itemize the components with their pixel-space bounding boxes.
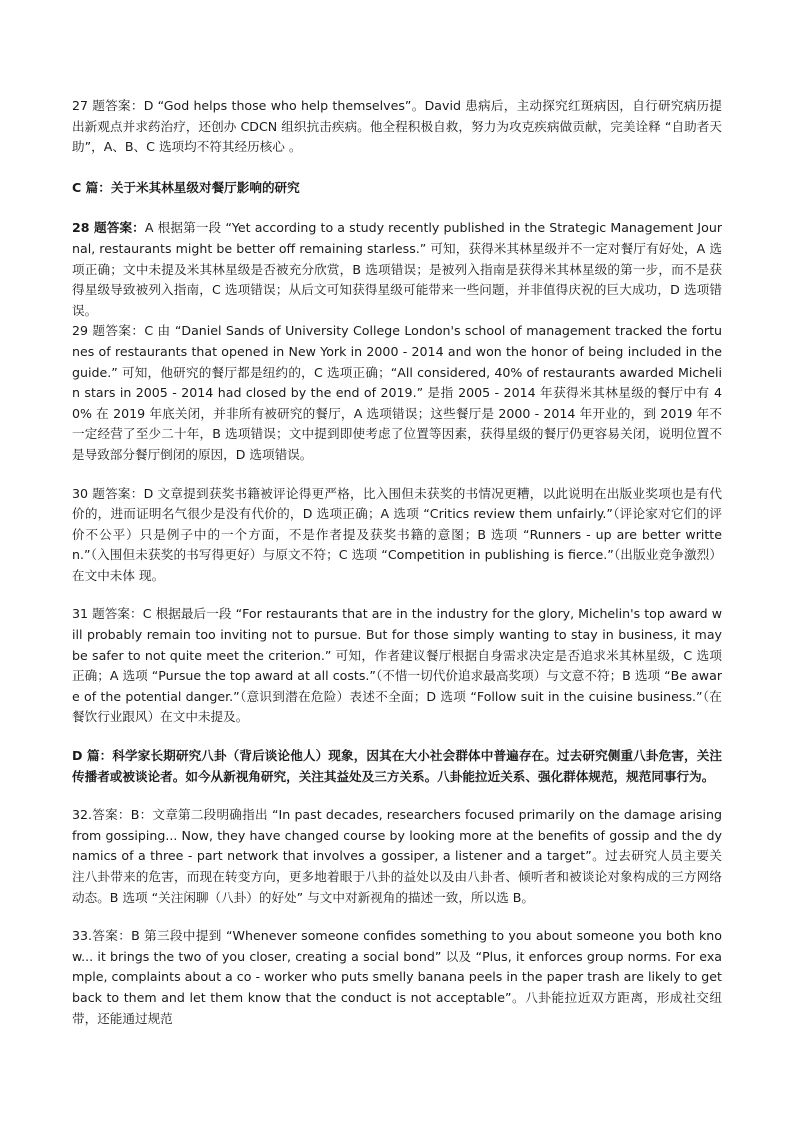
q30-answer-paragraph: 30 题答案：D 文章提到获奖书籍被评论得更严格，比入围但未获奖的书情况更糟，以此说明在出版业奖项也是有代价的，进而证明名气很少是没有代价的，D 选项正确；A 选项 “Critics review them unfairly.”（评论家对它们的评价不公平）只是例子中的一个方面，不是作者提及获奖书籍的意图；B 选项 “Runners - up are better written.”（入围但未获奖的书写得更好）与原文不符；C 选项 “Competition in publishing is fierce.”（出版业竞争激烈）在文中未体 现。 <box>72 485 722 583</box>
q28-answer-body: A 根据第一段 “Yet according to a study recently published in the Strategic Management Journal, restaurants might be better off remaining starless.” 可知，获得米其林星级并不一定对餐厅有好处，A 选项正确；文中未提及米其林星级是否被充分欣赏，B 选项错误；是被列入指南是获得米其林星级的第一步，而不是获得星级导致被列入指南，C 选项错误；从后文可知获得星级可能带来一些问题，并非值得庆祝的巨大成功，D 选项错误。 <box>72 220 722 318</box>
q32-answer-paragraph: 32.答案：B：文章第二段明确指出 “In past decades, researchers focused primarily on the damage arising from gossiping... Now, they have changed course by looking more at the benefits of gossip and the dynamics of a three - part network that involves a gossiper, a listener and a target”。过去研究人员主要关注八卦带来的危害，而现在转变方向，更多地着眼于八卦的益处以及由八卦者、倾听者和被谈论对象构成的三方网络动态。B 选项 “关注闲聊（八卦）的好处” 与文中对新视角的描述一致，所以选 B。 <box>72 807 722 905</box>
q28-answer-lead: 28 题答案： <box>72 220 145 236</box>
q31-answer-paragraph: 31 题答案：C 根据最后一段 “For restaurants that are in the industry for the glory, Michelin's top award will probably remain too inviting not to pursue. But for those simply wanting to stay in business, it may be safer to not quite meet the criterion.” 可知，作者建议餐厅根据自身需求决定是否追求米其林星级，C 选项正确；A 选项 “Pursue the top award at all costs.”（不惜一切代价追求最高奖项）与文意不符；B 选项 “Be aware of the potential danger.”（意识到潜在危险）表述不全面；D 选项 “Follow suit in the cuisine business.”（在餐饮行业跟风）在文中未提及。 <box>72 606 722 725</box>
section-d-heading: D 篇：科学家长期研究八卦（背后谈论他人）现象，因其在大小社会群体中普遍存在。过去研究侧重八卦危害，关注传播者或被谈论者。如今从新视角研究，关注其益处及三方关系。八卦能拉近关系、强化群体规范，规范同事行为。 <box>72 748 722 784</box>
q28-answer-paragraph <box>72 218 722 321</box>
section-c-heading: C 篇：关于米其林星级对餐厅影响的研究 <box>72 179 300 195</box>
q33-answer-paragraph: 33.答案：B 第三段中提到 “Whenever someone confides something to you about someone you both know... it brings the two of you closer, creating a social bond” 以及 “Plus, it enforces group norms. For example, complaints about a co - worker who puts smelly banana peels in the paper trash are likely to get back to them and let them know that the conduct is not acceptable”。八卦能拉近双方距离，形成社交纽带，还能通过规范 <box>72 928 722 1026</box>
q27-answer-paragraph: 27 题答案：D “God helps those who help themselves”。David 患病后，主动探究红斑病因，自行研究病历提出新观点并求药治疗，还创办 CDCN 组织抗击疾病。他全程积极自救，努力为攻克疾病做贡献，完美诠释 “自助者天助”，A、B、C 选项均不符其经历核心 。 <box>72 98 722 155</box>
q29-answer-paragraph: 29 题答案：C 由 “Daniel Sands of University College London's school of management tracked the fortunes of restaurants that opened in New York in 2000 - 2014 and won the honor of being included in the guide.” 可知，他研究的餐厅都是纽约的，C 选项正确；“All considered, 40% of restaurants awarded Michelin stars in 2005 - 2014 had closed by the end of 2019.” 是指 2005 - 2014 年获得米其林星级的餐厅中有 40% 在 2019 年底关闭，并非所有被研究的餐厅，A 选项错误；这些餐厅是 2000 - 2014 年开业的，到 2019 年不一定经营了至少二十年，B 选项错误；文中提到即使考虑了位置等因素，获得星级的餐厅仍更容易关闭，说明位置不是导致部分餐厅倒闭的原因，D 选项错误。 <box>72 323 722 462</box>
